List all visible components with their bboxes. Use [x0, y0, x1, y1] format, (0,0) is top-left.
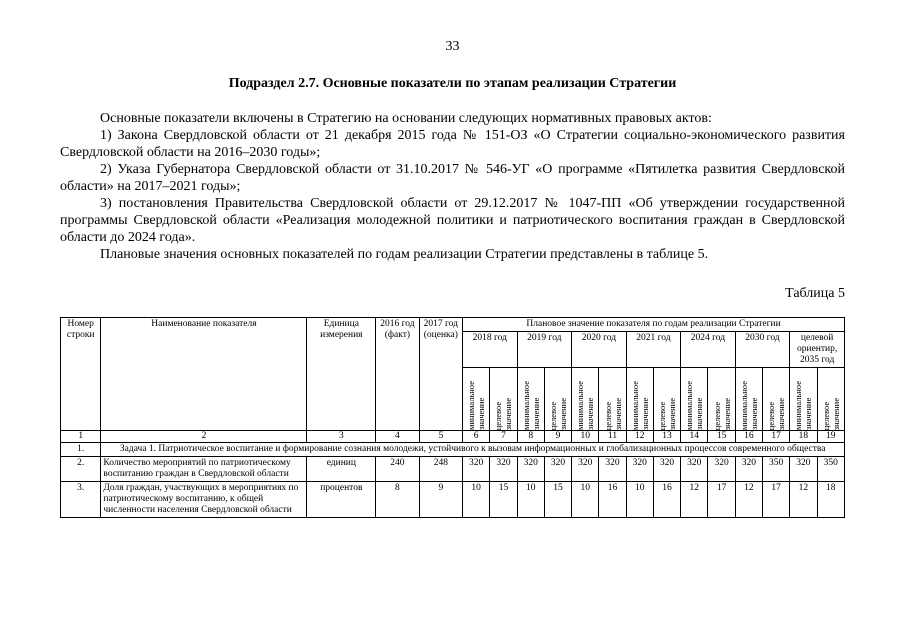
indicator-name: Доля граждан, участвующих в мероприятиях по патриотическому воспитанию, к общей численности населения Свердловской области	[101, 482, 307, 518]
header-year: 2030 год	[735, 332, 790, 368]
indicator-name: Количество мероприятий по патриотическому воспитанию граждан в Свердловской области	[101, 457, 307, 482]
value-2016: 240	[376, 457, 419, 482]
plan-value: 320	[708, 457, 735, 482]
value-2016: 8	[376, 482, 419, 518]
value-2017: 248	[419, 457, 462, 482]
column-number: 6	[463, 431, 490, 443]
header-year: 2018 год	[463, 332, 518, 368]
plan-value: 12	[681, 482, 708, 518]
plan-value: 12	[790, 482, 817, 518]
header-target-value	[544, 368, 571, 431]
header-year: 2021 год	[626, 332, 681, 368]
header-unit: Единица измерения	[307, 318, 376, 431]
header-2016: 2016 год (факт)	[376, 318, 419, 431]
header-target-value	[599, 368, 626, 431]
paragraph: 3) постановления Правительства Свердловской области от 29.12.2017 № 1047-ПП «Об утверждении государственной программы Свердловской области «Реализация молодежной политики и патриотического воспитания граждан в Свердловской области до 2024 года».	[60, 196, 845, 245]
task-row-number: 1.	[61, 443, 101, 457]
vertical-label: минимальное значение	[629, 381, 650, 430]
plan-value: 12	[735, 482, 762, 518]
vertical-label: минимальное значение	[466, 381, 487, 430]
plan-value: 17	[762, 482, 789, 518]
header-year: 2020 год	[572, 332, 627, 368]
plan-value: 320	[517, 457, 544, 482]
header-min-value	[572, 368, 599, 431]
column-number: 15	[708, 431, 735, 443]
vertical-label: минимальное значение	[575, 381, 596, 430]
plan-value: 10	[626, 482, 653, 518]
plan-value: 320	[653, 457, 680, 482]
column-number: 2	[101, 431, 307, 443]
row-number: 3.	[61, 482, 101, 518]
vertical-label: целевое значение	[711, 397, 732, 430]
task-row-text: Задача 1. Патриотическое воспитание и формирование сознания молодежи, устойчивого к вызовам информационных и глобализационных процессов современного общества	[101, 443, 845, 457]
paragraph: Плановые значения основных показателей по годам реализации Стратегии представлены в таблице 5.	[100, 247, 709, 262]
plan-value: 320	[463, 457, 490, 482]
header-min-value	[735, 368, 762, 431]
vertical-label: целевое значение	[602, 397, 623, 430]
column-number: 3	[307, 431, 376, 443]
paragraph: Основные показатели включены в Стратегию на основании следующих нормативных правовых актов:	[100, 111, 712, 126]
plan-value: 350	[762, 457, 789, 482]
vertical-label: целевое значение	[820, 397, 841, 430]
column-number: 8	[517, 431, 544, 443]
column-number: 11	[599, 431, 626, 443]
value-2017: 9	[419, 482, 462, 518]
plan-value: 17	[708, 482, 735, 518]
plan-value: 15	[544, 482, 571, 518]
column-numbers-row	[61, 431, 845, 443]
header-planned-values: Плановое значение показателя по годам реализации Стратегии	[463, 318, 845, 332]
header-year: 2024 год	[681, 332, 736, 368]
header-indicator-name: Наименование показателя	[101, 318, 307, 431]
column-number: 7	[490, 431, 517, 443]
column-number: 5	[419, 431, 462, 443]
column-number: 12	[626, 431, 653, 443]
plan-value: 320	[599, 457, 626, 482]
table-row	[61, 482, 845, 518]
indicators-table	[60, 317, 845, 518]
header-row-number: Номер строки	[61, 318, 101, 431]
header-target-value	[490, 368, 517, 431]
vertical-label: минимальное значение	[738, 381, 759, 430]
section-heading: Подраздел 2.7. Основные показатели по этапам реализации Стратегии	[228, 76, 677, 91]
plan-value: 16	[653, 482, 680, 518]
plan-value: 320	[572, 457, 599, 482]
unit: процентов	[307, 482, 376, 518]
row-number: 2.	[61, 457, 101, 482]
header-target-value	[653, 368, 680, 431]
vertical-label: целевое значение	[547, 397, 568, 430]
plan-value: 320	[490, 457, 517, 482]
column-number: 1	[61, 431, 101, 443]
table-header-row	[61, 318, 845, 332]
plan-value: 15	[490, 482, 517, 518]
unit: единиц	[307, 457, 376, 482]
header-target-value	[708, 368, 735, 431]
column-number: 14	[681, 431, 708, 443]
header-year: 2019 год	[517, 332, 572, 368]
vertical-label: целевое значение	[493, 397, 514, 430]
header-target-value	[817, 368, 845, 431]
plan-value: 18	[817, 482, 845, 518]
header-target-value	[762, 368, 789, 431]
vertical-label: целевое значение	[766, 397, 787, 430]
paragraph: 1) Закона Свердловской области от 21 декабря 2015 года № 151-ОЗ «О Стратегии социально-экономического развития Свердловской области на 2016–2030 годы»;	[60, 128, 845, 160]
column-number: 19	[817, 431, 845, 443]
plan-value: 320	[544, 457, 571, 482]
header-min-value	[517, 368, 544, 431]
column-number: 13	[653, 431, 680, 443]
plan-value: 10	[572, 482, 599, 518]
header-min-value	[626, 368, 653, 431]
table-row	[61, 457, 845, 482]
plan-value: 320	[681, 457, 708, 482]
plan-value: 16	[599, 482, 626, 518]
header-2017: 2017 год (оценка)	[419, 318, 462, 431]
vertical-label: минимальное значение	[793, 381, 814, 430]
plan-value: 10	[517, 482, 544, 518]
plan-value: 320	[626, 457, 653, 482]
column-number: 10	[572, 431, 599, 443]
header-year: целевой ориентир, 2035 год	[790, 332, 845, 368]
column-number: 9	[544, 431, 571, 443]
plan-value: 350	[817, 457, 845, 482]
header-min-value	[463, 368, 490, 431]
plan-value: 320	[790, 457, 817, 482]
plan-value: 320	[735, 457, 762, 482]
task-row	[61, 443, 845, 457]
table-caption: Таблица 5	[785, 286, 845, 301]
column-number: 16	[735, 431, 762, 443]
column-number: 17	[762, 431, 789, 443]
header-min-value	[681, 368, 708, 431]
page-number: 33	[445, 39, 460, 54]
body-text	[60, 110, 845, 263]
vertical-label: целевое значение	[657, 397, 678, 430]
column-number: 18	[790, 431, 817, 443]
vertical-label: минимальное значение	[684, 381, 705, 430]
paragraph: 2) Указа Губернатора Свердловской области от 31.10.2017 № 546-УГ «О программе «Пятилетка развития Свердловской области» на 2017–2021 годы»;	[60, 162, 845, 194]
header-min-value	[790, 368, 817, 431]
plan-value: 10	[463, 482, 490, 518]
vertical-label: минимальное значение	[520, 381, 541, 430]
column-number: 4	[376, 431, 419, 443]
